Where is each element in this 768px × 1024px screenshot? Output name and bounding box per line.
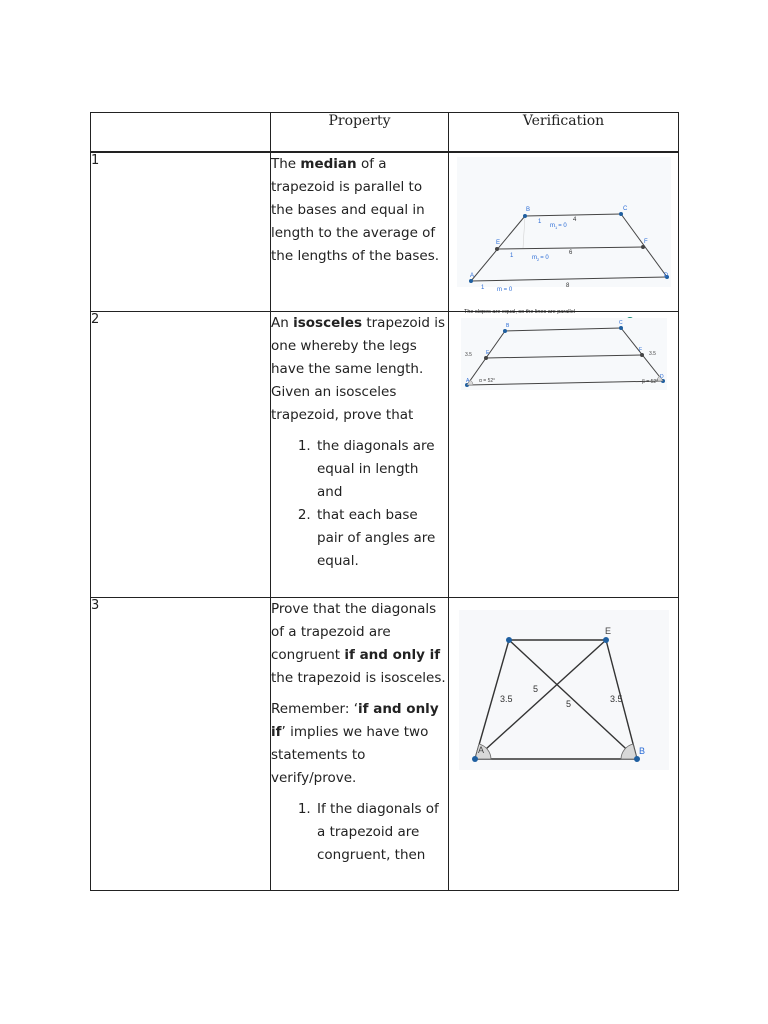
label-b: B xyxy=(639,746,646,756)
property-text: The median of a trapezoid is parallel to the bases and equal in length to the average of the lengths of the bases. xyxy=(271,152,449,312)
svg-text:m1= 0: $m_1= 0$ xyxy=(550,223,567,230)
svg-text:m = 0: m = 0 xyxy=(497,287,513,293)
label-e: E xyxy=(486,350,490,356)
svg-text:5: 5 xyxy=(533,684,539,694)
list-item: 1. the diagonals are equal in length and xyxy=(315,435,448,504)
label-a: A xyxy=(470,273,475,279)
term-median: median xyxy=(300,156,357,172)
caption-slopes: The slopes are equal, so the lines are parallel xyxy=(464,309,575,315)
svg-text:4: 4 xyxy=(573,217,577,223)
label-a: A xyxy=(478,745,485,755)
label-c: C xyxy=(619,320,623,326)
term-iff: if and only if xyxy=(344,647,441,663)
svg-text:6: 6 xyxy=(569,250,573,256)
svg-text:m2= 0: $m_2= 0$ xyxy=(532,255,549,262)
label-e: E xyxy=(496,240,501,246)
verification-figure-3 xyxy=(449,598,679,891)
row-number: 3 xyxy=(91,598,271,891)
properties-table xyxy=(90,112,679,891)
table-row xyxy=(91,312,679,598)
svg-text:1: 1 xyxy=(481,285,485,291)
verification-figure-2 xyxy=(449,312,679,598)
isosceles-trapezoid-diagram xyxy=(449,312,678,402)
row-number: 2 xyxy=(91,312,271,598)
property-text: An isosceles trapezoid is one whereby the legs have the same length. Given an isosceles trapezoid, prove that 1. the diagonals are equal in length and 2. that each base pair of angles are equal. xyxy=(271,312,449,598)
svg-text:3.5: 3.5 xyxy=(500,694,513,704)
svg-text:1: 1 xyxy=(538,219,542,225)
header-cell-verification: Verification xyxy=(449,113,679,153)
label-a: A xyxy=(466,378,470,384)
label-d: D xyxy=(664,273,669,279)
svg-text:α = 52°: α = 52° xyxy=(479,378,496,384)
svg-text:8: 8 xyxy=(566,283,570,289)
label-f: F xyxy=(639,347,643,353)
svg-text:1: 1 xyxy=(510,253,514,259)
svg-text:3.5: 3.5 xyxy=(649,351,656,357)
property-text: Prove that the diagonals of a trapezoid are congruent if and only if the trapezoid is isosceles. Remember: ‘if and only if’ implies we have two statements to verify/prove. 1. If the diagonals of a trapezoid are congruent, then xyxy=(271,598,449,891)
svg-text:β = 52°: β = 52° xyxy=(642,379,659,385)
label-b: B xyxy=(526,207,531,213)
svg-text:5: 5 xyxy=(566,699,572,709)
term-isosceles: isosceles xyxy=(293,315,363,331)
label-c: C xyxy=(623,206,628,212)
label-f: F xyxy=(644,239,648,245)
svg-text:3.5: 3.5 xyxy=(465,352,472,358)
svg-text:3.5: 3.5 xyxy=(610,694,623,704)
table-row xyxy=(91,598,679,891)
label-d: D xyxy=(660,374,664,380)
list-item: 2. that each base pair of angles are equal. xyxy=(315,504,448,573)
row-number: 1 xyxy=(91,152,271,312)
verification-figure-1 xyxy=(449,152,679,315)
label-b: B xyxy=(506,323,510,329)
median-trapezoid-diagram xyxy=(449,153,678,315)
diagonals-trapezoid-diagram xyxy=(449,598,678,773)
header-cell-property: Property xyxy=(271,113,449,153)
label-e: E xyxy=(605,626,612,636)
table-row xyxy=(91,152,679,312)
list-item: 1. If the diagonals of a trapezoid are congruent, then xyxy=(315,798,448,867)
header-cell-number xyxy=(91,113,271,153)
header-row xyxy=(91,113,679,153)
